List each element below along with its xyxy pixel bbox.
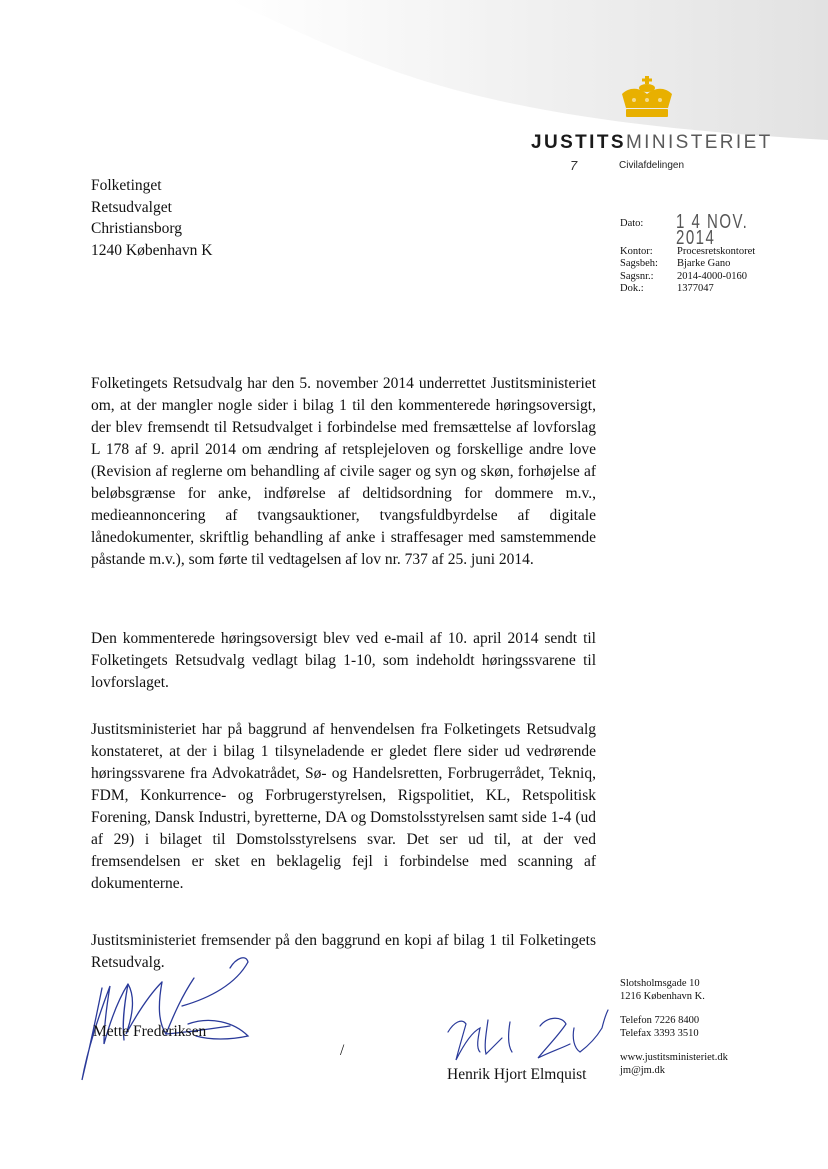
meta-label: Sagsnr.: xyxy=(620,270,654,282)
meta-value: 2014-4000-0160 xyxy=(677,270,747,282)
meta-label: Sagsbeh: xyxy=(620,258,658,270)
header-swoosh xyxy=(0,0,828,150)
body-paragraph-2: Den kommenterede høringsoversigt blev ved e-mail af 10. april 2014 sendt til Folketingets Retsudvalg vedlagt bilag 1-10, som indeholdt høringssvarene til lovforslaget. xyxy=(91,630,596,691)
ministry-name xyxy=(531,132,773,154)
signature-left-icon xyxy=(70,948,270,1083)
meta-row xyxy=(620,283,828,295)
body-paragraph-3: Justitsministeriet har på baggrund af henvendelsen fra Folketingets Retsudvalg konstateret, at der i bilag 1 tilsyneladende er gledet flere sider ud vedrørende høringssvarene fra Advokatrådet, Sø- og Handelsretten, Forbrugerrådet, Tekniq, FDM, Konkurrence- og Forbrugerstyrelsen, Rigspolitiet, KL, Retspolitisk Forening, Dansk Industri, byretterne, DA og Domstolsstyrelsen samt side 1-4 (ud af 29) i bilaget til Domstolsstyrelsens svar. Det ser ud til, at der ved fremsendelsen er sket en beklagelig fejl i forbindelse med scanning af dokumenterne. xyxy=(91,721,596,892)
address-email: jm@jm.dk xyxy=(620,1064,665,1076)
signature-right-icon xyxy=(440,1008,615,1068)
ministry-name-bold: JUSTITS xyxy=(531,132,626,153)
body-paragraph-1: Folketingets Retsudvalg har den 5. november 2014 underrettet Justitsministeriet om, at der mangler nogle sider i bilag 1 til den kommenterede høringsoversigt, der blev fremsendt til Retsudvalget i forbindelse med fremsættelse af lovforslag L 178 af 9. april 2014 om ændring af retsplejeloven og forskellige andre love (Revision af reglerne om behandling af civile sager og syn og skøn, forhøjelse af beløbsgrænse for anke, indførelse af deltidsordning for dommere m.v., medieannoncering af tvangsauktioner, tvangsfuldbyrdelse af digitale lånedokumenter, skriftlig behandling af anke i straffesager med samstemmende påstande m.v.), som førte til vedtagelsen af lov nr. 737 af 25. juni 2014. xyxy=(91,375,596,568)
document-meta xyxy=(620,211,828,295)
ministry-name-light: MINISTERIET xyxy=(625,132,773,153)
department-name: Civilafdelingen xyxy=(619,160,685,171)
meta-value: 1377047 xyxy=(677,282,714,294)
meta-row xyxy=(620,271,828,283)
signature-separator: / xyxy=(340,1042,345,1059)
ministry-address xyxy=(620,978,728,1077)
recipient-line: Christiansborg xyxy=(91,220,182,237)
handwritten-mark: 7 xyxy=(570,158,578,173)
meta-row xyxy=(620,258,828,270)
recipient-address xyxy=(91,175,212,261)
recipient-line: Retsudvalget xyxy=(91,198,172,216)
recipient-line: 1240 København K xyxy=(91,241,213,259)
meta-value: Procesretskontoret xyxy=(677,246,756,257)
meta-row xyxy=(620,246,828,258)
address-city: 1216 København K. xyxy=(620,990,705,1002)
meta-label: Dok.: xyxy=(620,282,644,294)
meta-row-date xyxy=(620,211,828,249)
address-phone: Telefon 7226 8400 xyxy=(620,1015,700,1026)
meta-label: Dato: xyxy=(620,218,644,229)
signatory-left-name: Mette Frederiksen xyxy=(93,1023,207,1040)
address-web: www.justitsministeriet.dk xyxy=(620,1052,728,1063)
recipient-line: Folketinget xyxy=(91,177,162,194)
address-fax: Telefax 3393 3510 xyxy=(620,1027,699,1039)
meta-label: Kontor: xyxy=(620,246,653,257)
meta-value: Bjarke Gano xyxy=(677,258,731,270)
date-stamp: 1 4 NOV. 2014 xyxy=(675,211,748,249)
body-paragraph-4: Justitsministeriet fremsender på den baggrund en kopi af bilag 1 til Folketingets Retsudvalg. xyxy=(91,932,596,971)
crown-logo-icon xyxy=(616,76,678,120)
signatory-right-name: Henrik Hjort Elmquist xyxy=(447,1066,587,1083)
address-street: Slotsholmsgade 10 xyxy=(620,978,700,989)
